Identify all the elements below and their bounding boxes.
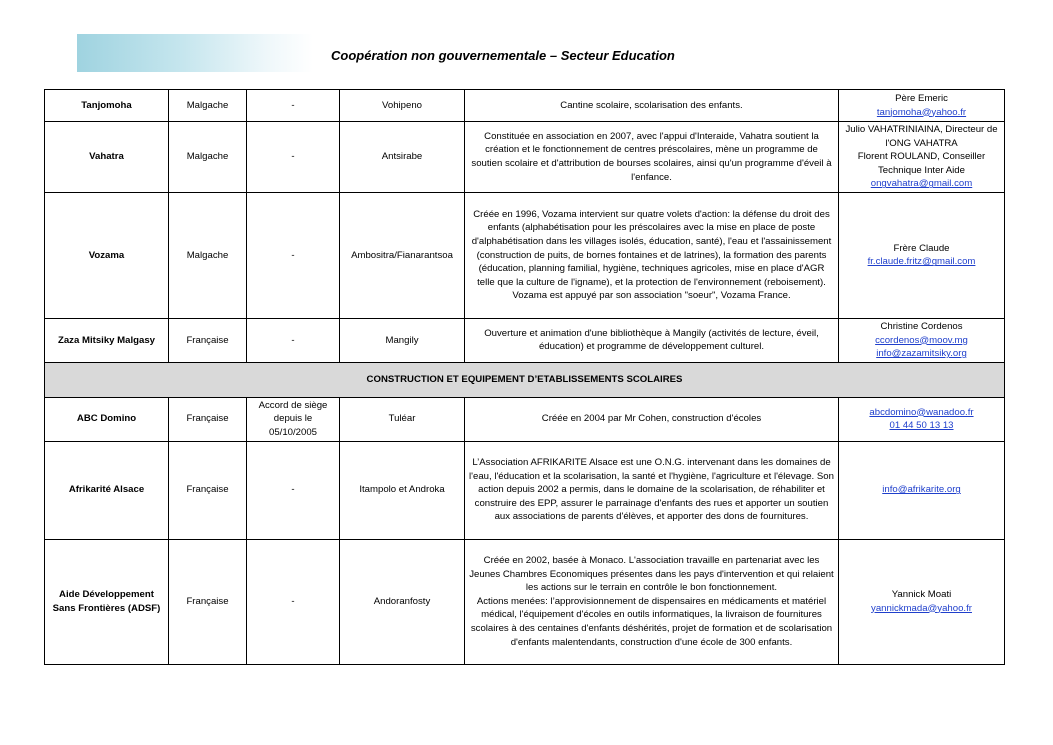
org-agreement: -	[247, 122, 340, 193]
contact-email-link[interactable]: ccordenos@moov.mg	[875, 334, 968, 346]
org-nationality: Française	[169, 441, 247, 539]
org-agreement: -	[247, 441, 340, 539]
org-contact	[839, 192, 1005, 318]
org-location: Mangily	[340, 318, 465, 362]
description-paragraph: Actions menées: l’approvisionnement de dispensaires en médicaments et matériel médical, l'équipement d'écoles en outils informatiques, la livraison de fournitures scolaires à des centaines d'enfants déshérités, projet de formation et de scolarisation d'enfants malentendants, construction d'une école de 300 enfants.	[470, 595, 833, 648]
org-description: L’Association AFRIKARITE Alsace est une O.N.G. intervenant dans les domaines de l'eau, l'éducation et la scolarisation, la santé et l'hygiène, l'agriculture et l'élevage. Son action depuis 2002 a permis, dans le domaine de la scolarisation, de réhabiliter et construire des EPP, assurer le parrainage d'enfants des rues et apporter un soutien aux associations de parents d'élèves, et apporter des dons de fournitures.	[465, 441, 839, 539]
contact-name: Yannick Moati	[891, 588, 952, 600]
org-location: Tuléar	[340, 397, 465, 441]
org-nationality: Malgache	[169, 122, 247, 193]
table-row	[45, 318, 1005, 362]
org-contact	[839, 318, 1005, 362]
org-location: Ambositra/Fianarantsoa	[340, 192, 465, 318]
org-description: Cantine scolaire, scolarisation des enfants.	[465, 90, 839, 122]
org-agreement: -	[247, 90, 340, 122]
org-name: Tanjomoha	[45, 90, 169, 122]
org-description: Créée en 2004 par Mr Cohen, construction d'écoles	[465, 397, 839, 441]
org-contact	[839, 90, 1005, 122]
org-description: Constituée en association en 2007, avec l'appui d'Interaide, Vahatra soutient la création et le fonctionnement de centres préscolaires, mène un programme de soutien scolaire et d'attribution de bourses scolaires, ainsi qu'un programme d'éveil à l'enfance.	[465, 122, 839, 193]
org-description	[465, 192, 839, 318]
table-row	[45, 397, 1005, 441]
org-agreement: -	[247, 192, 340, 318]
contact-phone-link[interactable]: 01 44 50 13 13	[889, 420, 954, 432]
table-row	[45, 539, 1005, 664]
contact-email-link[interactable]: fr.claude.fritz@gmail.com	[867, 256, 976, 268]
org-nationality: Française	[169, 318, 247, 362]
org-agreement: -	[247, 318, 340, 362]
org-contact	[839, 539, 1005, 664]
org-nationality: Française	[169, 397, 247, 441]
section-row	[45, 362, 1005, 397]
contact-name: Père Emeric	[895, 92, 948, 104]
org-name: Zaza Mitsiky Malgasy	[45, 318, 169, 362]
contact-name: Christine Cordenos	[880, 320, 963, 332]
description-paragraph: Créée en 1996, Vozama intervient sur quatre volets d'action: la défense du droit des enfants (alphabétisation pour les préscolaires avec la mise en place de poste d'alphabétisation dans les villages isolés, éducation, santé), l'eau et l'assainissement (construction de puits, de bornes fontaines et de latrines), la formation des parents (éducation, planning familial, hygiène, techniques agricoles, mise en place d'AGR telle que la culture de l'igname), et la protection de l'environnement (reboisement).	[471, 208, 832, 288]
contact-email-link[interactable]: info@afrikarite.org	[882, 484, 961, 496]
contact-name: Frère Claude	[893, 242, 950, 254]
org-location: Antsirabe	[340, 122, 465, 193]
table-row	[45, 441, 1005, 539]
page-title: Coopération non gouvernementale – Secteur Education	[331, 48, 675, 63]
table-row	[45, 192, 1005, 318]
section-title: CONSTRUCTION ET EQUIPEMENT D’ETABLISSEMENTS SCOLAIRES	[45, 362, 1005, 397]
org-location: Vohipeno	[340, 90, 465, 122]
contact-email-link[interactable]: info@zazamitsiky.org	[876, 348, 967, 360]
org-name: Afrikarité Alsace	[45, 441, 169, 539]
org-contact	[839, 122, 1005, 193]
organizations-table	[44, 89, 1005, 665]
description-paragraph: Vozama est appuyé par son association "soeur", Vozama France.	[512, 290, 791, 302]
contact-name: Julio VAHATRINIAINA, Directeur de l'ONG VAHATRA	[845, 124, 998, 149]
org-contact	[839, 397, 1005, 441]
table-row	[45, 90, 1005, 122]
table-row	[45, 122, 1005, 193]
org-agreement: Accord de siège depuis le 05/10/2005	[247, 397, 340, 441]
header-banner	[77, 34, 313, 72]
org-name: Vozama	[45, 192, 169, 318]
org-description	[465, 539, 839, 664]
org-nationality: Malgache	[169, 90, 247, 122]
org-location: Andoranfosty	[340, 539, 465, 664]
contact-email-link[interactable]: abcdomino@wanadoo.fr	[869, 406, 974, 418]
org-name: Aide Développement Sans Frontières (ADSF)	[45, 539, 169, 664]
contact-email-link[interactable]: yannickmada@yahoo.fr	[871, 602, 972, 614]
contact-name: Florent ROULAND, Conseiller Technique Inter Aide	[857, 151, 986, 176]
org-nationality: Française	[169, 539, 247, 664]
contact-email-link[interactable]: ongvahatra@gmail.com	[870, 178, 973, 190]
org-location: Itampolo et Androka	[340, 441, 465, 539]
org-name: ABC Domino	[45, 397, 169, 441]
org-nationality: Malgache	[169, 192, 247, 318]
org-name: Vahatra	[45, 122, 169, 193]
org-agreement: -	[247, 539, 340, 664]
org-description: Ouverture et animation d'une bibliothèque à Mangily (activités de lecture, éveil, éducation) et programme de développement culturel.	[465, 318, 839, 362]
org-contact	[839, 441, 1005, 539]
description-paragraph: Créée en 2002, basée à Monaco. L'association travaille en partenariat avec les Jeunes Chambres Economiques présentes dans les pays d'intervention et qui relaient les actions sur le terrain en contrôle le bon fonctionnement.	[469, 554, 834, 594]
contact-email-link[interactable]: tanjomoha@yahoo.fr	[876, 106, 967, 118]
